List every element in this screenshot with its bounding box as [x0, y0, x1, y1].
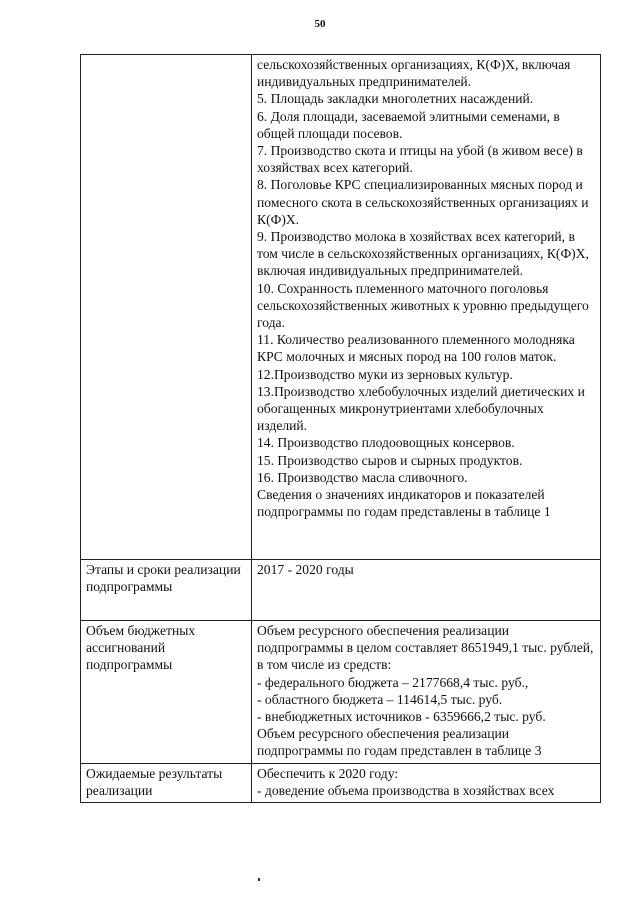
budget-label: Объем бюджетных ассигнований подпрограммы [86, 623, 196, 673]
indicator-14: 14. Производство плодоовощных консервов. [257, 435, 515, 451]
table-row-budget [81, 621, 601, 764]
indicator-16: 16. Производство масла сливочного. [257, 469, 468, 485]
budget-table-reference: Объем ресурсного обеспечения реализации подпрограммы по годам представлен в таблице 3 [257, 726, 542, 759]
table-reference-note: Сведения о значениях индикаторов и показателей подпрограммы по годам представлены в таблице 1 [257, 487, 551, 520]
indicator-15: 15. Производство сыров и сырных продуктов. [257, 452, 523, 468]
budget-federal: - федерального бюджета – 2177668,4 тыс. руб., [257, 674, 529, 690]
budget-regional: - областного бюджета – 114614,5 тыс. руб. [257, 691, 503, 707]
row-label-cell [81, 560, 252, 621]
row-label-cell [81, 763, 252, 802]
indicator-text-continuation: сельскохозяйственных организациях, К(Ф)Х, включая индивидуальных предпринимателей. [257, 57, 571, 90]
row-content-cell [252, 55, 601, 560]
page-number: 50 [314, 18, 326, 30]
stages-label: Этапы и сроки реализации подпрограммы [86, 562, 241, 595]
expected-results-item: - доведение объема производства в хозяйствах всех [257, 782, 555, 798]
indicator-7: 7. Производство скота и птицы на убой (в живом весе) в хозяйствах всех категорий. [257, 143, 583, 176]
expected-results-intro: Обеспечить к 2020 году: [257, 765, 399, 781]
indicator-10: 10. Сохранность племенного маточного поголовья сельскохозяйственных животных к уровню предыдущего года. [257, 280, 589, 331]
row-content-cell [252, 621, 601, 764]
row-label-cell [81, 621, 252, 764]
stages-value: 2017 - 2020 годы [257, 562, 354, 577]
indicator-5: 5. Площадь закладки многолетних насаждений. [257, 91, 534, 107]
row-content-cell [252, 560, 601, 621]
indicator-6: 6. Доля площади, засеваемой элитными семенами, в общей площади посевов. [257, 108, 560, 141]
scan-speck [258, 878, 260, 881]
table-row-indicators [81, 55, 601, 560]
passport-table [80, 54, 601, 803]
budget-extrabudgetary: - внебюджетных источников - 6359666,2 тыс. руб. [257, 709, 546, 725]
expected-results-label: Ожидаемые результаты реализации [86, 765, 223, 798]
budget-total: Объем ресурсного обеспечения реализации подпрограммы в целом составляет 8651949,1 тыс. рублей, в том числе из средств: [257, 623, 594, 673]
indicator-13: 13.Производство хлебобулочных изделий диетических и обогащенных микронутриентами хлебобулочных изделий. [257, 383, 585, 434]
indicator-9: 9. Производство молока в хозяйствах всех категорий, в том числе в сельскохозяйственных организациях, К(Ф)Х, включая индивидуальных предпринимателей. [257, 229, 589, 279]
row-label-cell [81, 55, 252, 560]
indicator-11: 11. Количество реализованного племенного молодняка КРС молочных и мясных пород на 100 голов маток. [257, 332, 575, 365]
indicator-8: 8. Поголовье КРС специализированных мясных пород и помесного скота в сельскохозяйственных организациях и К(Ф)Х. [257, 177, 589, 227]
indicator-12: 12.Производство муки из зерновых культур. [257, 366, 513, 382]
table-row-stages [81, 560, 601, 621]
table-row-expected-results [81, 763, 601, 802]
row-content-cell [252, 763, 601, 802]
